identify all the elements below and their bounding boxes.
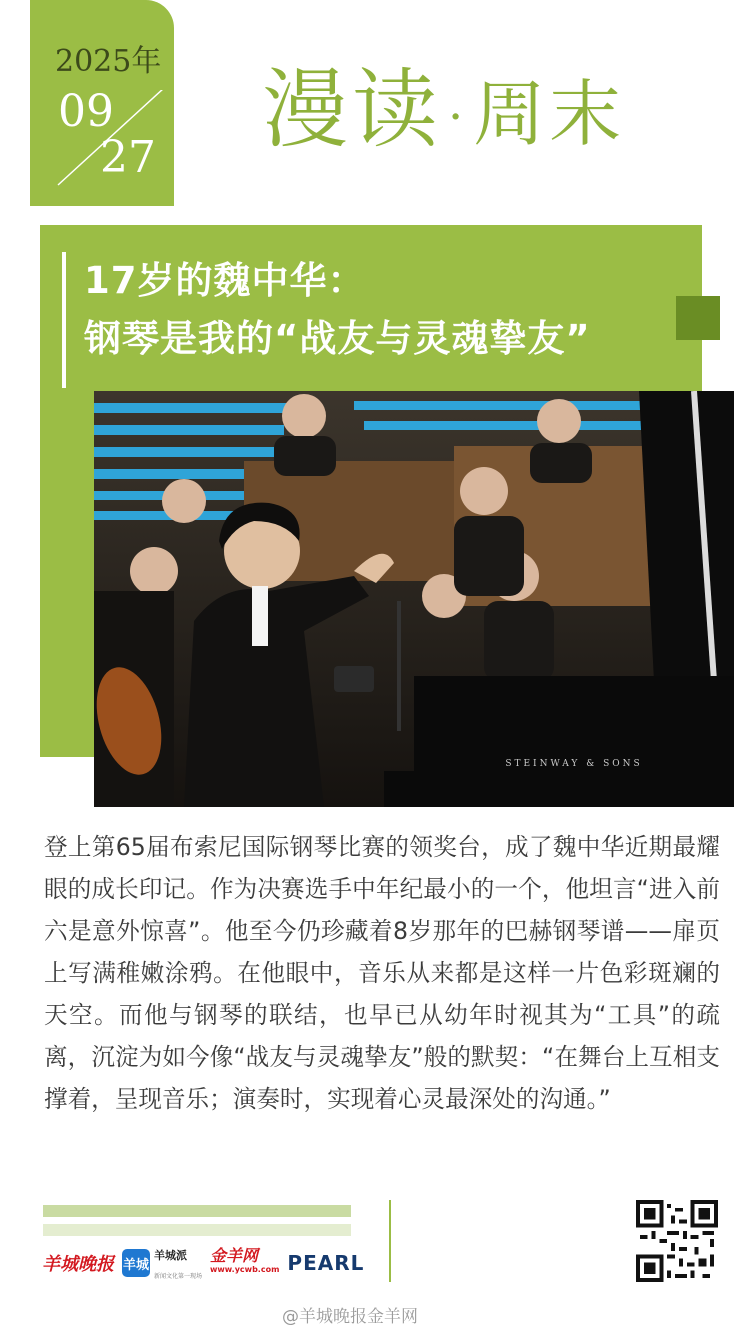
article-body: 登上第65届布索尼国际钢琴比赛的领奖台，成了魏中华近期最耀眼的成长印记。作为决赛选手中年纪最小的一个，他坦言“进入前六是意外惊喜”。他至今仍珍藏着8岁那年的巴赫钢琴谱——扉页上写满稚嫩涂鸦。在他眼中，音乐从来都是这样一片色彩斑斓的天空。而他与钢琴的联结，也早已从幼年时视其为“工具”的疏离，沉淀为如今像“战友与灵魂挚友”般的默契：“在舞台上互相支撑着，呈现音乐；演奏时，实现着心灵最深处的沟通。”: [44, 833, 720, 1113]
yangchengpai-app-icon: 羊城: [122, 1249, 150, 1277]
masthead-separator: ·: [448, 88, 468, 145]
headline-line2: 钢琴是我的“战友与灵魂挚友”: [84, 317, 591, 360]
jinyangwang-url: www.ycwb.com: [210, 1265, 280, 1274]
qr-code-icon[interactable]: [636, 1200, 718, 1282]
yangchengpai-name: 羊城派: [154, 1249, 187, 1262]
masthead-part1: 漫读: [262, 60, 442, 160]
article-photo: [94, 391, 734, 807]
headline-accent-line: [62, 252, 66, 388]
footer-divider: [389, 1200, 391, 1282]
weibo-watermark: @羊城晚报金羊网: [282, 1307, 418, 1327]
footer-stripe-2: [43, 1224, 351, 1236]
yangchengpai-slogan: 新闻文化第一现场: [154, 1273, 203, 1280]
masthead-title: [262, 60, 625, 167]
footer-stripe-1: [43, 1205, 351, 1217]
logo-yangcheng-evening-news[interactable]: 羊城晚报: [42, 1254, 114, 1275]
masthead-part2: 周末: [473, 72, 626, 156]
headline: [84, 252, 591, 368]
logo-jinyangwang[interactable]: [210, 1246, 280, 1277]
date-month: 09: [58, 86, 114, 137]
jinyangwang-name: 金羊网: [210, 1246, 259, 1265]
date-year: 2025年: [55, 44, 162, 79]
date-day: 27: [100, 132, 156, 183]
logo-yangchengpai[interactable]: [122, 1244, 202, 1282]
decorative-square: [676, 296, 720, 340]
piano-brand-text: STEINWAY & SONS: [505, 759, 643, 769]
pianist-photo-illustration: [94, 391, 734, 807]
headline-line1: 17岁的魏中华：: [84, 259, 366, 302]
publisher-logos: [42, 1248, 364, 1278]
logo-pearl[interactable]: PEARL: [287, 1251, 365, 1275]
